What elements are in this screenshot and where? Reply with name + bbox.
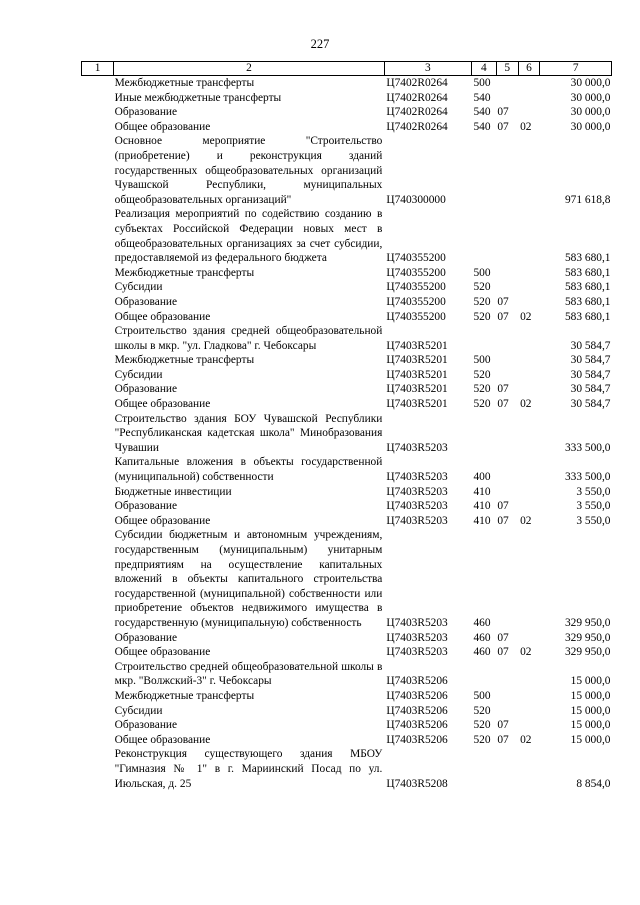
target-article-cell: Ц740355200 (386, 281, 446, 294)
table-row (82, 412, 612, 456)
table-row (82, 733, 612, 748)
section-cell: 07 (497, 383, 509, 396)
target-article-cell: Ц7403R5203 (386, 441, 448, 454)
expense-type-cell: 500 (473, 77, 491, 89)
header-col-7: 7 (540, 62, 612, 76)
amount-cell: 329 950,0 (564, 631, 611, 644)
item-name-cell: Межбюджетные трансферты (114, 354, 255, 367)
item-name-cell: Образование (114, 106, 178, 119)
item-name-cell: Образование (114, 383, 178, 396)
item-name-cell: Иные межбюджетные трансферты (114, 91, 282, 104)
header-col-5: 5 (496, 62, 518, 76)
subsection-cell: 02 (520, 733, 532, 746)
expense-type-cell: 520 (473, 281, 491, 294)
item-name-cell: Общее образование (114, 733, 211, 746)
subsection-cell (518, 660, 540, 689)
section-cell: 07 (497, 646, 509, 659)
expense-type-cell: 410 (473, 514, 491, 527)
item-name-cell: Основное мероприятие "Строительство (приобретение) и реконструкция зданий государственных общеобразовательных организаций Чувашской Республики, муниципальных общеобразовательных организаций" (114, 135, 383, 206)
subsection-cell (518, 295, 540, 310)
section-cell (496, 485, 518, 500)
row-number-cell (82, 295, 114, 310)
expense-type-cell (471, 412, 496, 456)
table-row (82, 631, 612, 646)
target-article-cell: Ц7403R5206 (386, 719, 448, 732)
amount-cell: 30 000,0 (570, 120, 611, 133)
table-row (82, 207, 612, 265)
row-number-cell (82, 266, 114, 281)
expense-type-cell: 460 (473, 631, 491, 644)
section-cell (496, 91, 518, 106)
row-number-cell (82, 324, 114, 353)
table-row (82, 514, 612, 529)
section-cell (496, 689, 518, 704)
amount-cell: 3 550,0 (576, 500, 611, 513)
table-row (82, 485, 612, 500)
section-cell (496, 368, 518, 383)
target-article-cell: Ц7403R5206 (386, 733, 448, 746)
amount-cell: 583 680,1 (564, 281, 611, 294)
row-number-cell (82, 207, 114, 265)
target-article-cell: Ц740355200 (386, 266, 446, 279)
amount-cell: 333 500,0 (564, 441, 611, 454)
subsection-cell: 02 (520, 310, 532, 323)
budget-table (81, 61, 612, 791)
section-cell: 07 (497, 514, 509, 527)
table-row (82, 280, 612, 295)
expense-type-cell: 410 (473, 485, 491, 498)
target-article-cell: Ц740355200 (386, 310, 446, 323)
section-cell (496, 528, 518, 630)
expense-type-cell: 460 (473, 616, 491, 629)
target-article-cell: Ц7403R5203 (386, 500, 448, 513)
item-name-cell: Субсидии (114, 704, 163, 717)
row-number-cell (82, 645, 114, 660)
section-cell: 07 (497, 398, 509, 411)
amount-cell: 583 680,1 (564, 252, 611, 265)
amount-cell: 971 618,8 (564, 193, 611, 206)
item-name-cell: Капитальные вложения в объекты государственной (муниципальной) собственности (114, 456, 383, 484)
table-row (82, 645, 612, 660)
target-article-cell: Ц740355200 (386, 295, 446, 308)
subsection-cell (518, 266, 540, 281)
row-number-cell (82, 514, 114, 529)
subsection-cell (518, 324, 540, 353)
target-article-cell: Ц7402R0264 (386, 106, 448, 119)
row-number-cell (82, 134, 114, 207)
item-name-cell: Образование (114, 500, 178, 513)
subsection-cell: 02 (520, 398, 532, 411)
header-col-1: 1 (82, 62, 114, 76)
target-article-cell: Ц740300000 (386, 193, 446, 206)
target-article-cell: Ц7403R5206 (386, 704, 448, 717)
target-article-cell: Ц7403R5203 (386, 471, 448, 484)
page-number: 227 (310, 37, 330, 51)
subsection-cell (518, 412, 540, 456)
target-article-cell: Ц7402R0264 (386, 77, 448, 89)
expense-type-cell: 540 (473, 91, 491, 104)
expense-type-cell: 520 (473, 398, 491, 411)
subsection-cell (518, 485, 540, 500)
item-name-cell: Субсидии (114, 368, 163, 381)
amount-cell: 30 584,7 (570, 354, 611, 367)
subsection-cell (518, 91, 540, 106)
subsection-cell (518, 105, 540, 120)
subsection-cell (518, 455, 540, 484)
row-number-cell (82, 412, 114, 456)
item-name-cell: Общее образование (114, 120, 211, 133)
table-body (82, 76, 612, 792)
amount-cell: 15 000,0 (570, 704, 611, 717)
table-row (82, 266, 612, 281)
row-number-cell (82, 280, 114, 295)
amount-cell: 8 854,0 (576, 777, 611, 790)
row-number-cell (82, 368, 114, 383)
section-cell (496, 455, 518, 484)
section-cell (496, 353, 518, 368)
expense-type-cell: 410 (473, 500, 491, 513)
section-cell: 07 (497, 310, 509, 323)
table-row (82, 134, 612, 207)
expense-type-cell: 520 (473, 733, 491, 746)
section-cell (496, 207, 518, 265)
expense-type-cell: 500 (473, 354, 491, 367)
target-article-cell: Ц7403R5201 (386, 339, 448, 352)
section-cell (496, 324, 518, 353)
expense-type-cell: 400 (473, 471, 491, 484)
expense-type-cell: 520 (473, 368, 491, 381)
target-article-cell: Ц7403R5208 (386, 777, 448, 790)
row-number-cell (82, 689, 114, 704)
section-cell (496, 76, 518, 91)
row-number-cell (82, 353, 114, 368)
subsection-cell (518, 368, 540, 383)
expense-type-cell (471, 747, 496, 791)
subsection-cell (518, 747, 540, 791)
amount-cell: 583 680,1 (564, 295, 611, 308)
item-name-cell: Бюджетные инвестиции (114, 485, 232, 498)
row-number-cell (82, 455, 114, 484)
section-cell (496, 660, 518, 689)
item-name-cell: Общее образование (114, 646, 211, 659)
header-col-6: 6 (518, 62, 540, 76)
amount-cell: 30 000,0 (570, 106, 611, 119)
table-row (82, 660, 612, 689)
target-article-cell: Ц7403R5203 (386, 616, 448, 629)
amount-cell: 3 550,0 (576, 485, 611, 498)
subsection-cell (518, 280, 540, 295)
amount-cell: 15 000,0 (570, 733, 611, 746)
row-number-cell (82, 91, 114, 106)
target-article-cell: Ц7403R5206 (386, 689, 448, 702)
subsection-cell (518, 528, 540, 630)
target-article-cell: Ц7403R5203 (386, 646, 448, 659)
subsection-cell (518, 499, 540, 514)
item-name-cell: Образование (114, 295, 178, 308)
item-name-cell: Субсидии (114, 281, 163, 294)
target-article-cell: Ц7403R5201 (386, 383, 448, 396)
row-number-cell (82, 528, 114, 630)
table-row (82, 76, 612, 91)
subsection-cell (518, 704, 540, 719)
section-cell (496, 704, 518, 719)
table-row (82, 718, 612, 733)
header-col-2: 2 (114, 62, 385, 76)
amount-cell: 15 000,0 (570, 675, 611, 688)
expense-type-cell: 520 (473, 295, 491, 308)
row-number-cell (82, 631, 114, 646)
subsection-cell: 02 (520, 120, 532, 133)
section-cell: 07 (497, 719, 509, 732)
header-col-3: 3 (384, 62, 471, 76)
table-row (82, 295, 612, 310)
row-number-cell (82, 397, 114, 412)
item-name-cell: Строительство здания БОУ Чувашской Республики "Республиканская кадетская школа" Минобразования Чувашии (114, 412, 383, 454)
row-number-cell (82, 747, 114, 791)
header-col-4: 4 (471, 62, 496, 76)
expense-type-cell: 460 (473, 646, 491, 659)
item-name-cell: Межбюджетные трансферты (114, 689, 255, 702)
row-number-cell (82, 120, 114, 135)
target-article-cell: Ц740355200 (386, 252, 446, 265)
amount-cell: 333 500,0 (564, 471, 611, 484)
subsection-cell (518, 382, 540, 397)
item-name-cell: Строительство средней общеобразовательной школы в мкр. "Волжский-3" г. Чебоксары (114, 660, 383, 688)
amount-cell: 15 000,0 (570, 689, 611, 702)
section-cell: 07 (497, 631, 509, 644)
section-cell: 07 (497, 106, 509, 119)
subsection-cell (518, 207, 540, 265)
expense-type-cell: 520 (473, 704, 491, 717)
item-name-cell: Строительство здания средней общеобразовательной школы в мкр. "ул. Гладкова" г. Чебоксары (114, 325, 383, 352)
row-number-cell (82, 499, 114, 514)
item-name-cell: Образование (114, 631, 178, 644)
section-cell (496, 747, 518, 791)
subsection-cell (518, 718, 540, 733)
subsection-cell (518, 134, 540, 207)
amount-cell: 30 584,7 (570, 339, 611, 352)
amount-cell: 15 000,0 (570, 719, 611, 732)
section-cell (496, 280, 518, 295)
target-article-cell: Ц7402R0264 (386, 120, 448, 133)
table-row (82, 528, 612, 630)
target-article-cell: Ц7403R5201 (386, 354, 448, 367)
subsection-cell (518, 76, 540, 91)
section-cell (496, 412, 518, 456)
section-cell (496, 134, 518, 207)
row-number-cell (82, 704, 114, 719)
expense-type-cell (471, 134, 496, 207)
expense-type-cell (471, 324, 496, 353)
table-row (82, 310, 612, 325)
amount-cell: 30 584,7 (570, 368, 611, 381)
amount-cell: 3 550,0 (576, 514, 611, 527)
target-article-cell: Ц7403R5203 (386, 514, 448, 527)
item-name-cell: Реконструкция существующего здания МБОУ "Гимназия № 1" в г. Мариинский Посад по ул. Июльская, д. 25 (114, 748, 383, 790)
amount-cell: 30 000,0 (570, 77, 611, 89)
section-cell: 07 (497, 733, 509, 746)
section-cell: 07 (497, 295, 509, 308)
table-row (82, 455, 612, 484)
table-row (82, 382, 612, 397)
target-article-cell: Ц7403R5201 (386, 368, 448, 381)
item-name-cell: Реализация мероприятий по содействию созданию в субъектах Российской Федерации новых мест в общеобразовательных организациях за счет субсидии, предоставляемой из федерального бюджета (114, 208, 383, 265)
expense-type-cell: 500 (473, 689, 491, 702)
expense-type-cell: 520 (473, 719, 491, 732)
table-row (82, 689, 612, 704)
section-cell: 07 (497, 120, 509, 133)
expense-type-cell (471, 207, 496, 265)
target-article-cell: Ц7403R5203 (386, 485, 448, 498)
table-row (82, 368, 612, 383)
section-cell (496, 266, 518, 281)
table-row (82, 499, 612, 514)
expense-type-cell: 500 (473, 266, 491, 279)
amount-cell: 30 584,7 (570, 398, 611, 411)
expense-type-cell: 540 (473, 106, 491, 119)
item-name-cell: Общее образование (114, 310, 211, 323)
subsection-cell (518, 631, 540, 646)
row-number-cell (82, 310, 114, 325)
table-row (82, 704, 612, 719)
item-name-cell: Межбюджетные трансферты (114, 77, 255, 89)
table-row (82, 91, 612, 106)
row-number-cell (82, 382, 114, 397)
expense-type-cell: 540 (473, 120, 491, 133)
table-row (82, 105, 612, 120)
row-number-cell (82, 660, 114, 689)
subsection-cell: 02 (520, 514, 532, 527)
subsection-cell (518, 689, 540, 704)
target-article-cell: Ц7403R5206 (386, 675, 448, 688)
amount-cell: 329 950,0 (564, 646, 611, 659)
table-row (82, 397, 612, 412)
amount-cell: 30 000,0 (570, 91, 611, 104)
row-number-cell (82, 76, 114, 91)
row-number-cell (82, 718, 114, 733)
header-row (82, 62, 612, 76)
amount-cell: 583 680,1 (564, 310, 611, 323)
table-row (82, 353, 612, 368)
table-row (82, 324, 612, 353)
target-article-cell: Ц7403R5201 (386, 398, 448, 411)
amount-cell: 30 584,7 (570, 383, 611, 396)
item-name-cell: Образование (114, 719, 178, 732)
expense-type-cell (471, 660, 496, 689)
row-number-cell (82, 485, 114, 500)
amount-cell: 329 950,0 (564, 616, 611, 629)
subsection-cell (518, 353, 540, 368)
table-row (82, 120, 612, 135)
expense-type-cell: 520 (473, 383, 491, 396)
item-name-cell: Общее образование (114, 514, 211, 527)
expense-type-cell: 520 (473, 310, 491, 323)
section-cell: 07 (497, 500, 509, 513)
target-article-cell: Ц7402R0264 (386, 91, 448, 104)
item-name-cell: Общее образование (114, 398, 211, 411)
table-row (82, 747, 612, 791)
row-number-cell (82, 733, 114, 748)
row-number-cell (82, 105, 114, 120)
subsection-cell: 02 (520, 646, 532, 659)
item-name-cell: Субсидии бюджетным и автономным учреждениям, государственным (муниципальным) унитарным предприятиям на осуществление капитальных вложений в объекты капитального строительства государственной (муниципальной) собственности или приобретение объектов недвижимого имущества в государственную (муниципальную) собственность (114, 529, 383, 629)
amount-cell: 583 680,1 (564, 266, 611, 279)
target-article-cell: Ц7403R5203 (386, 631, 448, 644)
item-name-cell: Межбюджетные трансферты (114, 266, 255, 279)
